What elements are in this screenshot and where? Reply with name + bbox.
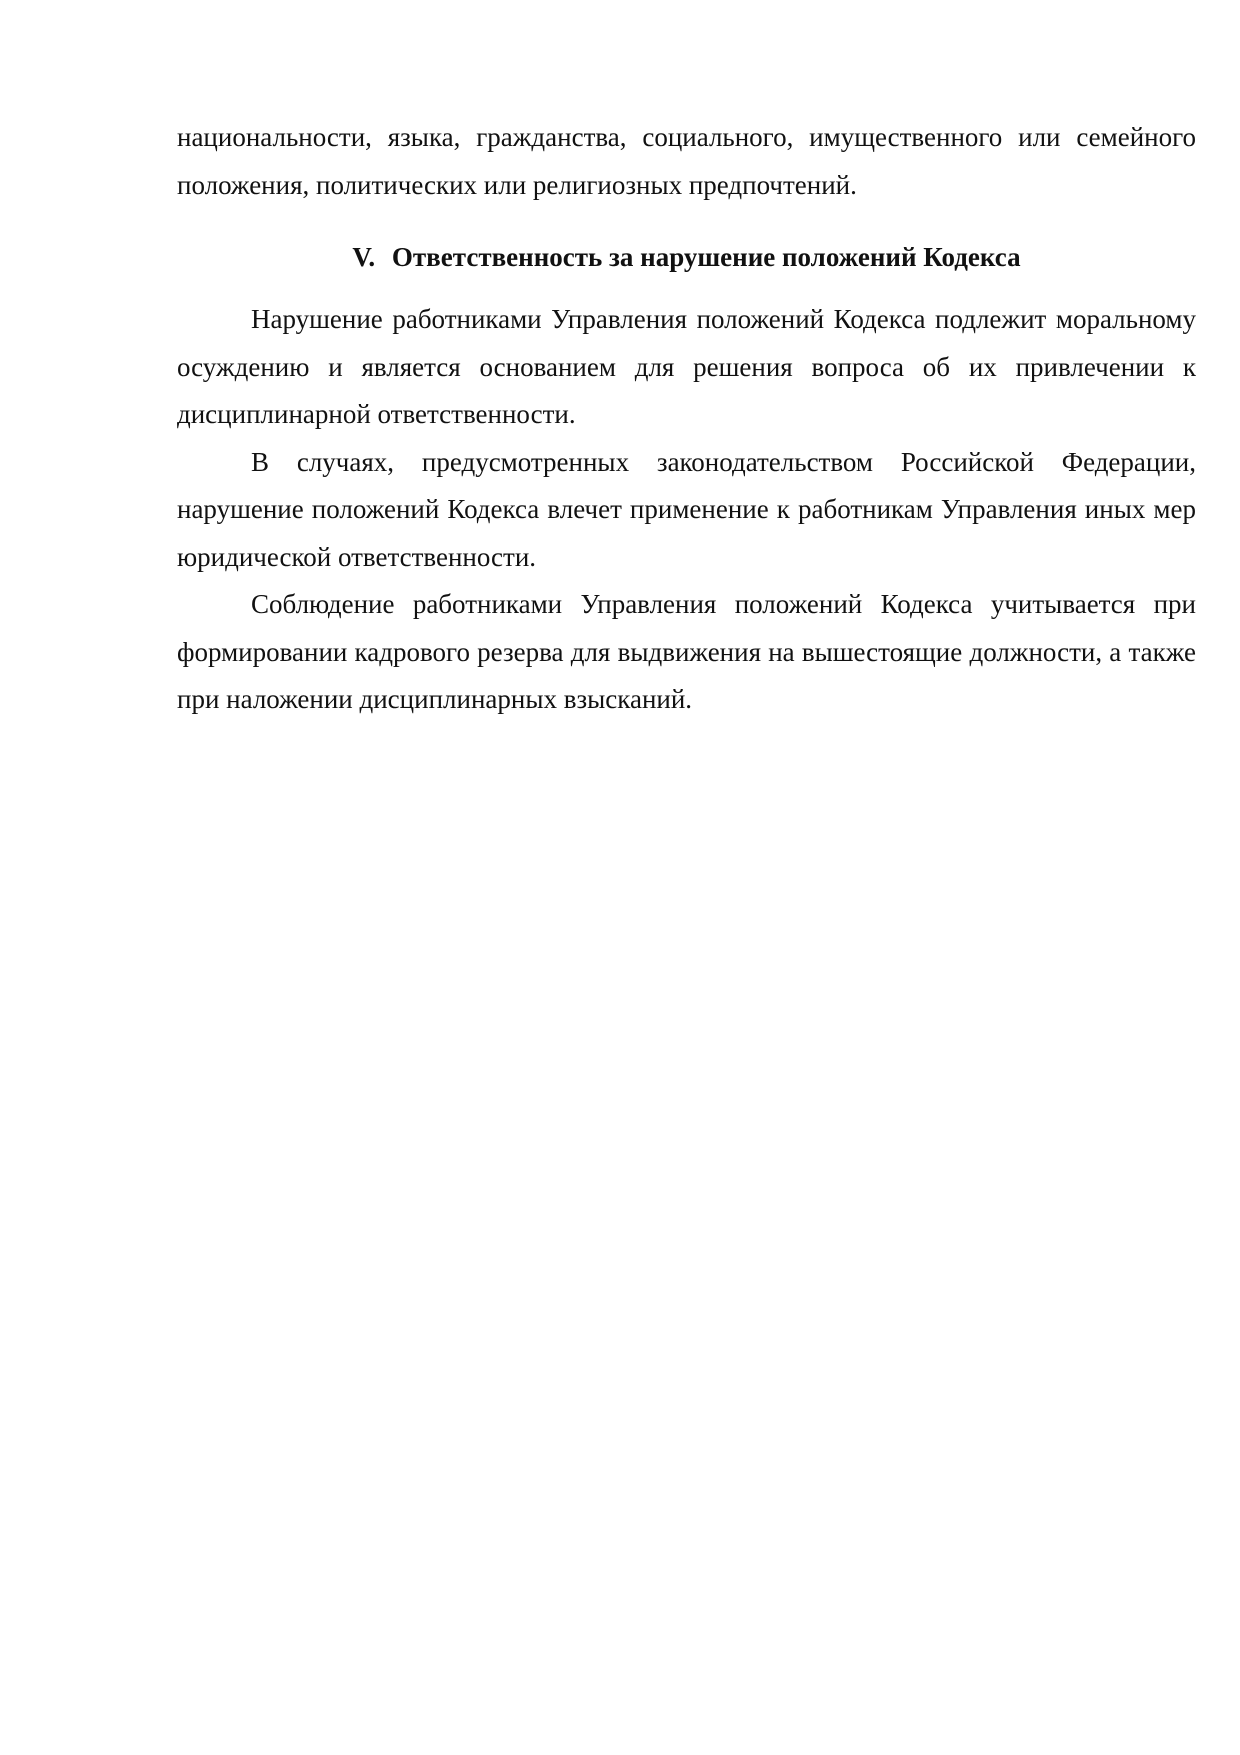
paragraph-compliance: Соблюдение работниками Управления положений Кодекса учитывается при формировании кадрового резерва для выдвижения на вышестоящие должности, а также при наложении дисциплинарных взысканий.: [177, 589, 1196, 714]
paragraph-violation: Нарушение работниками Управления положений Кодекса подлежит моральному осуждению и является основанием для решения вопроса об их привлечении к дисциплинарной ответственности.: [177, 304, 1196, 429]
section-title: Ответственность за нарушение положений Кодекса: [391, 242, 1021, 272]
paragraph-legal-liability: В случаях, предусмотренных законодательством Российской Федерации, нарушение положений Кодекса влечет применение к работникам Управления иных мер юридической ответственности.: [177, 446, 1196, 572]
section-heading: [177, 237, 1196, 277]
document-body: [177, 114, 1196, 724]
section-number: V.: [352, 242, 376, 272]
continued-paragraph: национальности, языка, гражданства, социального, имущественного или семейного положения, политических или религиозных предпочтений.: [177, 122, 1196, 200]
